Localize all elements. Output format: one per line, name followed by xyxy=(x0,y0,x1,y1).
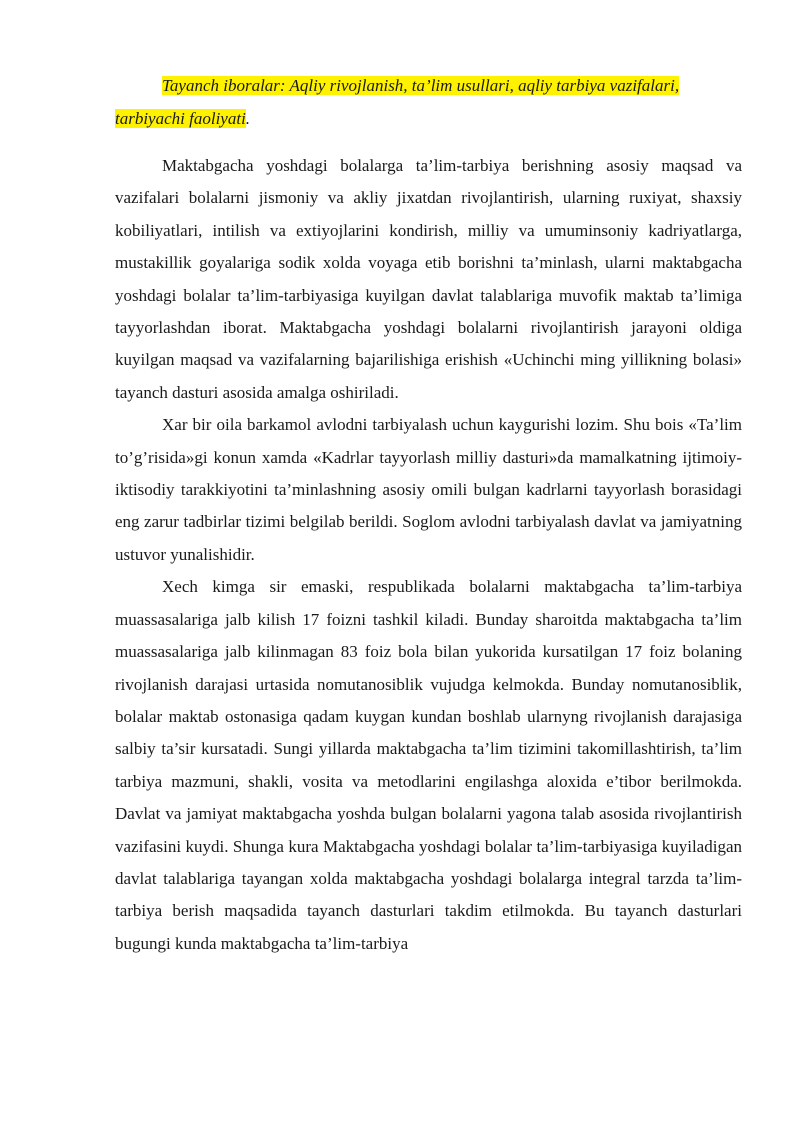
paragraph-2: Xar bir oila barkamol avlodni tarbiyalash uchun kaygurishi lozim. Shu bois «Ta’lim to’g’risida»gi konun xamda «Kadrlar tayyorlash milliy dasturi»da mamalkatning ijtimoiy-iktisodiy tarakkiyotini ta’minlashning asosiy omili bulgan kadrlarni tayyorlash borasidagi eng zarur tadbirlar tizimi belgilab berildi. Soglom avlodni tarbiyalash davlat va jamiyatning ustuvor yunalishidir. xyxy=(115,415,742,564)
keywords-line xyxy=(115,70,742,135)
paragraph-1: Maktabgacha yoshdagi bolalarga ta’lim-tarbiya berishning asosiy maqsad va vazifalari bolalarni jismoniy va akliy jixatdan rivojlantirish, ularning ruxiyat, shaxsiy kobiliyatlari, intilish va extiyojlarini kondirish, milliy va umuminsoniy kadriyatlarga, mustakillik goyalariga sodik xolda voyaga etib borishni ta’minlash, ularni maktabgacha yoshdagi bolalar ta’lim-tarbiyasiga kuyilgan davlat talablariga muvofik maktab ta’limiga tayyorlashdan iborat. Maktabgacha yoshdagi bolalarni rivojlantirish jarayoni oldiga kuyilgan maqsad va vazifalarning bajarilishiga erishish «Uchinchi ming yillikning bolasi» tayanch dasturi asosida amalga oshiriladi. xyxy=(115,156,742,402)
keywords-trailing-period: . xyxy=(245,108,251,128)
keywords-highlight: Tayanch iboralar: Aqliy rivojlanish, ta’lim usullari, aqliy tarbiya vazifalari, tarbiyachi faoliyati xyxy=(115,76,680,128)
paragraph-3: Xech kimga sir emaski, respublikada bolalarni maktabgacha ta’lim-tarbiya muassasalariga jalb kilish 17 foizni tashkil kiladi. Bunday sharoitda maktabgacha ta’lim muassasalariga jalb kilinmagan 83 foiz bola bilan yukorida kursatilgan 17 foiz bolaning rivojlanish darajasi urtasida nomutanosiblik vujudga kelmokda. Bunday nomutanosiblik, bolalar maktab ostonasiga qadam kuygan kundan boshlab ularnyng rivojlanish darajasiga salbiy ta’sir kursatadi. Sungi yillarda maktabgacha ta’lim tizimini takomillashtirish, ta’lim tarbiya mazmuni, shakli, vosita va metodlarini engilashga aloxida e’tibor berilmokda. Davlat va jamiyat maktabgacha yoshda bulgan bolalarni yagona talab asosida rivojlantirish vazifasini kuydi. Shunga kura Maktabgacha yoshdagi bolalar ta’lim-tarbiyasiga kuyiladigan davlat talablariga tayangan xolda maktabgacha yoshdagi bolalarga integral tarzda ta’lim-tarbiya berish maqsadida tayanch dasturlari takdim etilmokda. Bu tayanch dasturlari bugungi kunda maktabgacha ta’lim-tarbiya xyxy=(115,577,742,953)
document-page xyxy=(115,70,742,960)
